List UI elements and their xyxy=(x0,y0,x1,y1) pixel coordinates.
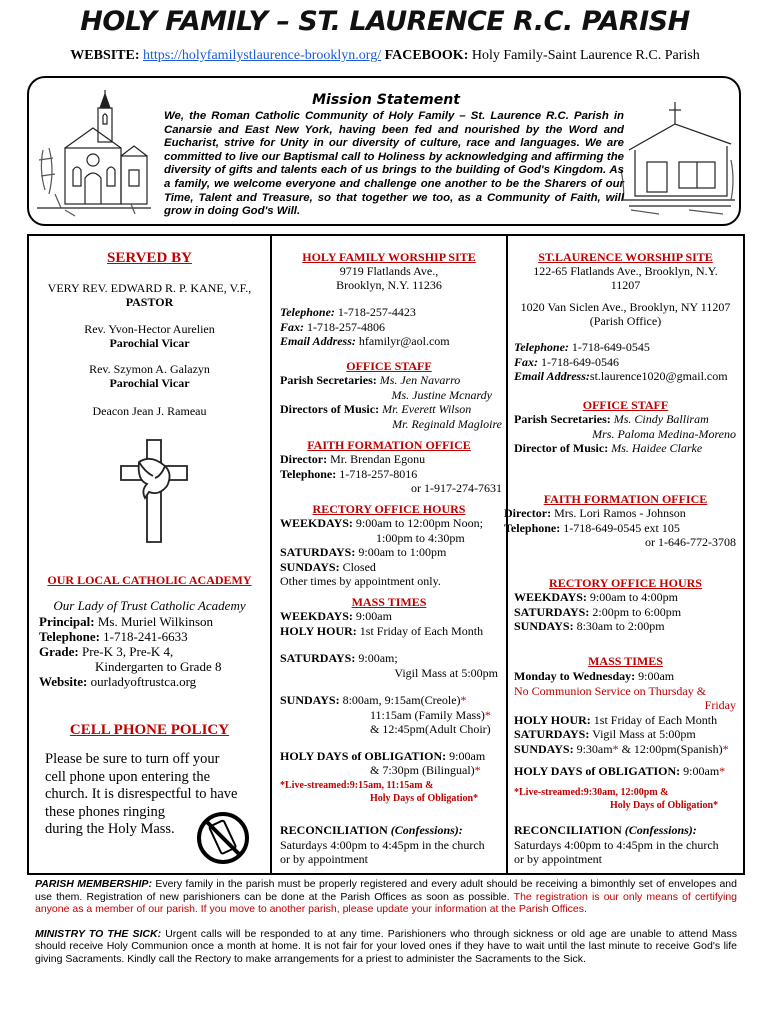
hf-reconciliation xyxy=(280,823,508,867)
mission-title: Mission Statement xyxy=(312,92,460,108)
sl-rectory xyxy=(514,590,736,634)
sl-faith-tel2: or 1-646-772-3708 xyxy=(645,535,736,549)
spacer xyxy=(280,638,502,651)
sl-mass-sat-label: SATURDAYS: xyxy=(514,727,590,741)
hf-office-heading: OFFICE STAFF xyxy=(346,359,432,373)
holy-family-heading: HOLY FAMILY WORSHIP SITE xyxy=(302,250,476,264)
hf-faith xyxy=(280,452,502,496)
mission-text: We, the Roman Catholic Community of Holy Family – St. Laurence R.C. Parish in Canarsie and East New York, having been fed and nourished by the Word and Eucharist, strive for Unity in our diversity of culture, race and languages. We are committed to live our Baptismal call to Holiness by acknowledging and affirming the diversity of gifts and talents each of us brings to the building of God's Kingdom. As a family, we welcome everyone and challenge one another to be the Sharers of our Time, Talent and Treasure, so that together we too, as a Community of Faith, will grow in doing God's Will. xyxy=(164,110,624,218)
column-divider xyxy=(506,236,508,873)
sick-label: MINISTRY TO THE SICK: xyxy=(35,927,162,940)
sl-tel: 1-718-649-0545 xyxy=(571,340,650,354)
academy-website-label: Website: xyxy=(39,674,88,689)
sl-obligation-label: HOLY DAYS of OBLIGATION: xyxy=(514,764,681,778)
principal-label: Principal: xyxy=(39,614,95,629)
hf-saturdays-label: SATURDAYS: xyxy=(280,545,356,559)
hf-reconciliation1: Saturdays 4:00pm to 4:45pm in the church xyxy=(280,837,485,852)
church-drawing-icon xyxy=(35,90,153,218)
sl-mass-heading: MASS TIMES xyxy=(588,654,663,668)
footer-notices xyxy=(35,878,737,978)
cell-policy-line: during the Holy Mass. xyxy=(45,821,175,837)
sl-secretary2: Mrs. Paloma Medina-Moreno xyxy=(592,426,736,441)
sl-mass-weekday: 9:00am xyxy=(638,669,675,683)
academy-heading: OUR LOCAL CATHOLIC ACADEMY xyxy=(47,573,252,587)
no-phone-icon xyxy=(195,810,251,866)
hf-other: Other times by appointment only. xyxy=(280,574,441,588)
membership-text: Every family in the parish must be properly registered and every adult should be receiving a bimonthly set of envelopes and use them. Registration of new parishioners can be done at the Parish Offices as soon as possible. xyxy=(35,878,737,903)
sl-mass-sun-label: SUNDAYS: xyxy=(514,741,574,756)
hf-mass-sat-label: SATURDAYS: xyxy=(280,651,356,665)
sl-contact xyxy=(514,340,728,384)
livestream-star: * xyxy=(460,693,467,707)
sl-saturdays-label: SATURDAYS: xyxy=(514,604,590,619)
contact-line xyxy=(0,48,770,64)
sl-no-communion1: No Communion Service on Thursday & xyxy=(514,683,707,698)
sl-music: Ms. Haidee Clarke xyxy=(611,441,703,455)
sl-address1: 122-65 Flatlands Ave., Brooklyn, N.Y. xyxy=(533,264,718,278)
hf-mass xyxy=(280,609,502,778)
cell-policy-line: cell phone upon entering the xyxy=(45,768,211,785)
membership-label: PARISH MEMBERSHIP: xyxy=(35,878,152,890)
hf-faith-director-label: Director: xyxy=(280,452,328,466)
sl-sundays-label: SUNDAYS: xyxy=(514,619,574,633)
sl-livestream2: Holy Days of Obligation* xyxy=(610,799,719,811)
sl-reconciliation xyxy=(514,823,742,867)
sl-secretary1: Ms. Cindy Balliram xyxy=(613,412,709,426)
hf-office-staff xyxy=(280,373,502,431)
hf-tel: 1-718-257-4423 xyxy=(337,305,416,319)
sl-reconciliation1: Saturdays 4:00pm to 4:45pm in the church xyxy=(514,837,719,852)
hf-faith-tel: 1-718-257-8016 xyxy=(339,466,418,481)
sl-secretaries-label: Parish Secretaries: xyxy=(514,412,611,426)
hf-livestream1: *Live-streamed:9:15am, 11:15am & xyxy=(280,780,434,791)
pastor-title: PASTOR xyxy=(125,295,174,309)
hf-contact xyxy=(280,305,450,349)
hf-reconciliation-paren: (Confessions): xyxy=(390,823,463,837)
vicar1-title: Parochial Vicar xyxy=(109,336,190,350)
hf-obligation-label: HOLY DAYS of OBLIGATION: xyxy=(280,748,447,763)
sl-no-communion2: Friday xyxy=(704,698,736,712)
hf-weekdays1: 9:00am to 12:00pm Noon; xyxy=(355,516,483,530)
hf-mass-sun1: 8:00am, 9:15am(Creole) xyxy=(342,693,461,707)
sl-tel-label: Telephone: xyxy=(514,340,569,354)
hf-secretary2: Ms. Justine Mcnardy xyxy=(391,387,492,402)
hf-mass-sat1: 9:00am; xyxy=(358,651,398,665)
vicar2-title: Parochial Vicar xyxy=(109,376,190,390)
sl-holy-hour-label: HOLY HOUR: xyxy=(514,712,591,727)
cell-policy-heading: CELL PHONE POLICY xyxy=(69,722,230,738)
sl-address2: 11207 xyxy=(610,278,641,292)
hf-mass-weekdays-label: WEEKDAYS: xyxy=(280,609,353,623)
website-link[interactable]: https://holyfamilystlaurence-brooklyn.org/ xyxy=(143,48,382,63)
sl-rectory-heading: RECTORY OFFICE HOURS xyxy=(549,576,702,590)
membership-red-text: The registration is our only means of certifying anyone as a member of our parish. If you move to another parish, please update your information at the Parish Offices. xyxy=(35,890,738,916)
grade2: Kindergarten to Grade 8 xyxy=(95,659,222,674)
hf-email[interactable]: hfamilyr@aol.com xyxy=(358,334,450,348)
spacer xyxy=(280,737,502,749)
hf-faith-director: Mr. Brendan Egonu xyxy=(330,452,426,466)
hf-mass-sun3: & 12:45pm(Adult Choir) xyxy=(370,722,491,736)
sl-mass-sun-b: & 12:00pm(Spanish) xyxy=(621,741,723,756)
sl-livestream xyxy=(514,787,736,812)
hf-faith-tel-label: Telephone: xyxy=(280,466,337,481)
hf-fax-label: Fax: xyxy=(280,319,304,334)
vicar1-name: Rev. Yvon-Hector Aurelien xyxy=(84,322,215,336)
cell-policy-line: these phones ringing xyxy=(45,803,166,820)
sl-reconciliation-paren: (Confessions): xyxy=(624,823,697,837)
hf-email-label: Email Address: xyxy=(280,334,356,348)
sl-fax-label: Fax: xyxy=(514,354,538,369)
livestream-star: * xyxy=(612,741,619,756)
sl-office-staff xyxy=(514,412,736,456)
sl-mass-sat: Vigil Mass at 5:00pm xyxy=(592,727,696,741)
sl-saturdays: 2:00pm to 6:00pm xyxy=(592,604,682,619)
hf-sundays: Closed xyxy=(342,559,376,574)
sl-weekdays: 9:00am to 4:00pm xyxy=(589,590,678,604)
hf-mass-heading: MASS TIMES xyxy=(351,595,427,609)
sl-email-label: Email Address: xyxy=(514,369,590,383)
sick-text: Urgent calls will be responded to at any time. Parishioners who through sickness or old age are unable to attend Mass should receive Holy Communion once a month at home. It is not fair for your loved ones if they have to wait until the last minute to receive God's life giving Sacraments. Kindly call the Rectory to make arrangements for a priest to administer the Sacraments to the Sick. xyxy=(35,927,737,965)
hf-holy-hour: 1st Friday of Each Month xyxy=(359,623,484,638)
grade1: Pre-K 3, Pre-K 4, xyxy=(81,644,174,659)
sl-mass-weekday-label: Monday to Wednesday: xyxy=(514,669,636,683)
hf-rectory-heading: RECTORY OFFICE HOURS xyxy=(312,502,466,516)
academy-details xyxy=(39,614,221,689)
academy-telephone-label: Telephone: xyxy=(39,629,100,644)
hf-obligation1: 9:00am xyxy=(449,748,486,763)
hf-reconciliation2: or by appointment xyxy=(280,852,368,866)
hf-weekdays-label: WEEKDAYS: xyxy=(280,516,353,530)
mission-box xyxy=(27,76,741,226)
livestream-star: * xyxy=(484,707,491,722)
hf-saturdays: 9:00am to 1:00pm xyxy=(358,545,447,559)
sl-reconciliation-label: RECONCILIATION xyxy=(514,823,622,837)
hf-mass-weekdays: 9:00am xyxy=(355,609,392,623)
vicar2-name: Rev. Szymon A. Galazyn xyxy=(89,362,210,376)
sl-office1: 1020 Van Siclen Ave., Brooklyn, NY 11207 xyxy=(520,300,731,314)
st-laurence-heading: ST.LAURENCE WORSHIP SITE xyxy=(538,250,713,264)
academy-telephone: 1-718-241-6633 xyxy=(103,629,188,644)
facebook-text: Holy Family-Saint Laurence R.C. Parish xyxy=(471,48,700,63)
sl-reconciliation2: or by appointment xyxy=(514,852,602,866)
hf-tel-label: Telephone: xyxy=(280,305,335,319)
hf-mass-sat2: Vigil Mass at 5:00pm xyxy=(394,665,498,680)
livestream-star: * xyxy=(722,741,729,756)
cell-policy-line: church. It is disrespectful to have xyxy=(45,786,238,802)
hf-rectory xyxy=(280,516,502,589)
served-by-heading: SERVED BY xyxy=(107,250,192,266)
cell-policy-line: Please be sure to turn off your xyxy=(45,751,220,767)
sl-mass xyxy=(514,669,736,779)
academy-website[interactable]: ourladyoftrustca.org xyxy=(90,674,197,689)
membership-notice xyxy=(35,878,737,916)
hf-secretary1: Ms. Jen Navarro xyxy=(379,373,461,387)
sl-faith-director: Mrs. Lori Ramos - Johnson xyxy=(554,506,686,520)
livestream-star: * xyxy=(474,763,481,777)
hf-faith-heading: FAITH FORMATION OFFICE xyxy=(307,438,471,452)
sl-office2: (Parish Office) xyxy=(589,314,662,328)
sl-weekdays-label: WEEKDAYS: xyxy=(514,590,587,604)
sl-holy-hour: 1st Friday of Each Month xyxy=(593,712,718,727)
sl-fax: 1-718-649-0546 xyxy=(541,354,619,369)
sl-faith xyxy=(504,506,736,550)
hf-music2: Mr. Reginald Magloire xyxy=(392,416,502,431)
hf-faith-tel2: or 1-917-274-7631 xyxy=(411,481,502,495)
sl-faith-director-label: Director: xyxy=(504,506,552,520)
hf-address2: Brooklyn, N.Y. 11236 xyxy=(336,278,442,292)
sl-faith-tel-label: Telephone: xyxy=(504,520,561,535)
sl-obligation: 9:00am xyxy=(683,764,720,778)
sl-office-heading: OFFICE STAFF xyxy=(582,398,669,412)
sl-email[interactable]: st.laurence1020@gmail.com xyxy=(589,369,728,383)
hf-mass-sun-label: SUNDAYS: xyxy=(280,693,340,707)
page-title: HOLY FAMILY – ST. LAURENCE R.C. PARISH xyxy=(80,6,690,37)
column-divider xyxy=(270,236,272,873)
sl-livestream1: *Live-streamed:9:30am, 12:00pm & xyxy=(514,787,669,798)
sl-faith-tel: 1-718-649-0545 ext 105 xyxy=(563,520,680,535)
grade-label: Grade: xyxy=(39,644,79,659)
pastor-name: VERY REV. EDWARD R. P. KANE, V.F., xyxy=(47,281,252,295)
hf-music1: Mr. Everett Wilson xyxy=(382,402,472,416)
website-label: WEBSITE: xyxy=(70,48,140,63)
hf-obligation2: & 7:30pm (Bilingual) xyxy=(370,763,475,777)
hf-sundays-label: SUNDAYS: xyxy=(280,559,340,574)
hf-address1: 9719 Flatlands Ave., xyxy=(339,264,439,278)
principal: Ms. Muriel Wilkinson xyxy=(97,614,214,629)
hf-livestream2: Holy Days of Obligation* xyxy=(370,792,479,804)
spacer xyxy=(514,756,736,764)
chapel-drawing-icon xyxy=(619,100,737,218)
sl-music-label: Director of Music: xyxy=(514,441,609,455)
hf-weekdays2: 1:00pm to 4:30pm xyxy=(376,530,465,545)
hf-mass-sun2: 11:15am (Family Mass) xyxy=(370,707,485,722)
hf-music-label: Directors of Music: xyxy=(280,402,380,416)
hf-reconciliation-label: RECONCILIATION xyxy=(280,823,388,837)
info-grid xyxy=(27,234,745,875)
deacon-name: Deacon Jean J. Rameau xyxy=(92,404,207,418)
sl-mass-sun-a: 9:30am xyxy=(576,741,613,756)
hf-holy-hour-label: HOLY HOUR: xyxy=(280,623,357,638)
hf-secretaries-label: Parish Secretaries: xyxy=(280,373,377,387)
cross-dove-icon xyxy=(117,436,191,546)
academy-name: Our Lady of Trust Catholic Academy xyxy=(53,598,246,613)
sick-ministry-notice xyxy=(35,928,737,966)
hf-fax: 1-718-257-4806 xyxy=(307,319,385,334)
sl-faith-heading: FAITH FORMATION OFFICE xyxy=(543,492,708,506)
livestream-star: * xyxy=(719,764,726,778)
hf-livestream xyxy=(280,780,502,805)
spacer xyxy=(280,680,502,693)
sl-sundays: 8:30am to 2:00pm xyxy=(576,619,665,633)
facebook-label: FACEBOOK: xyxy=(384,48,469,63)
